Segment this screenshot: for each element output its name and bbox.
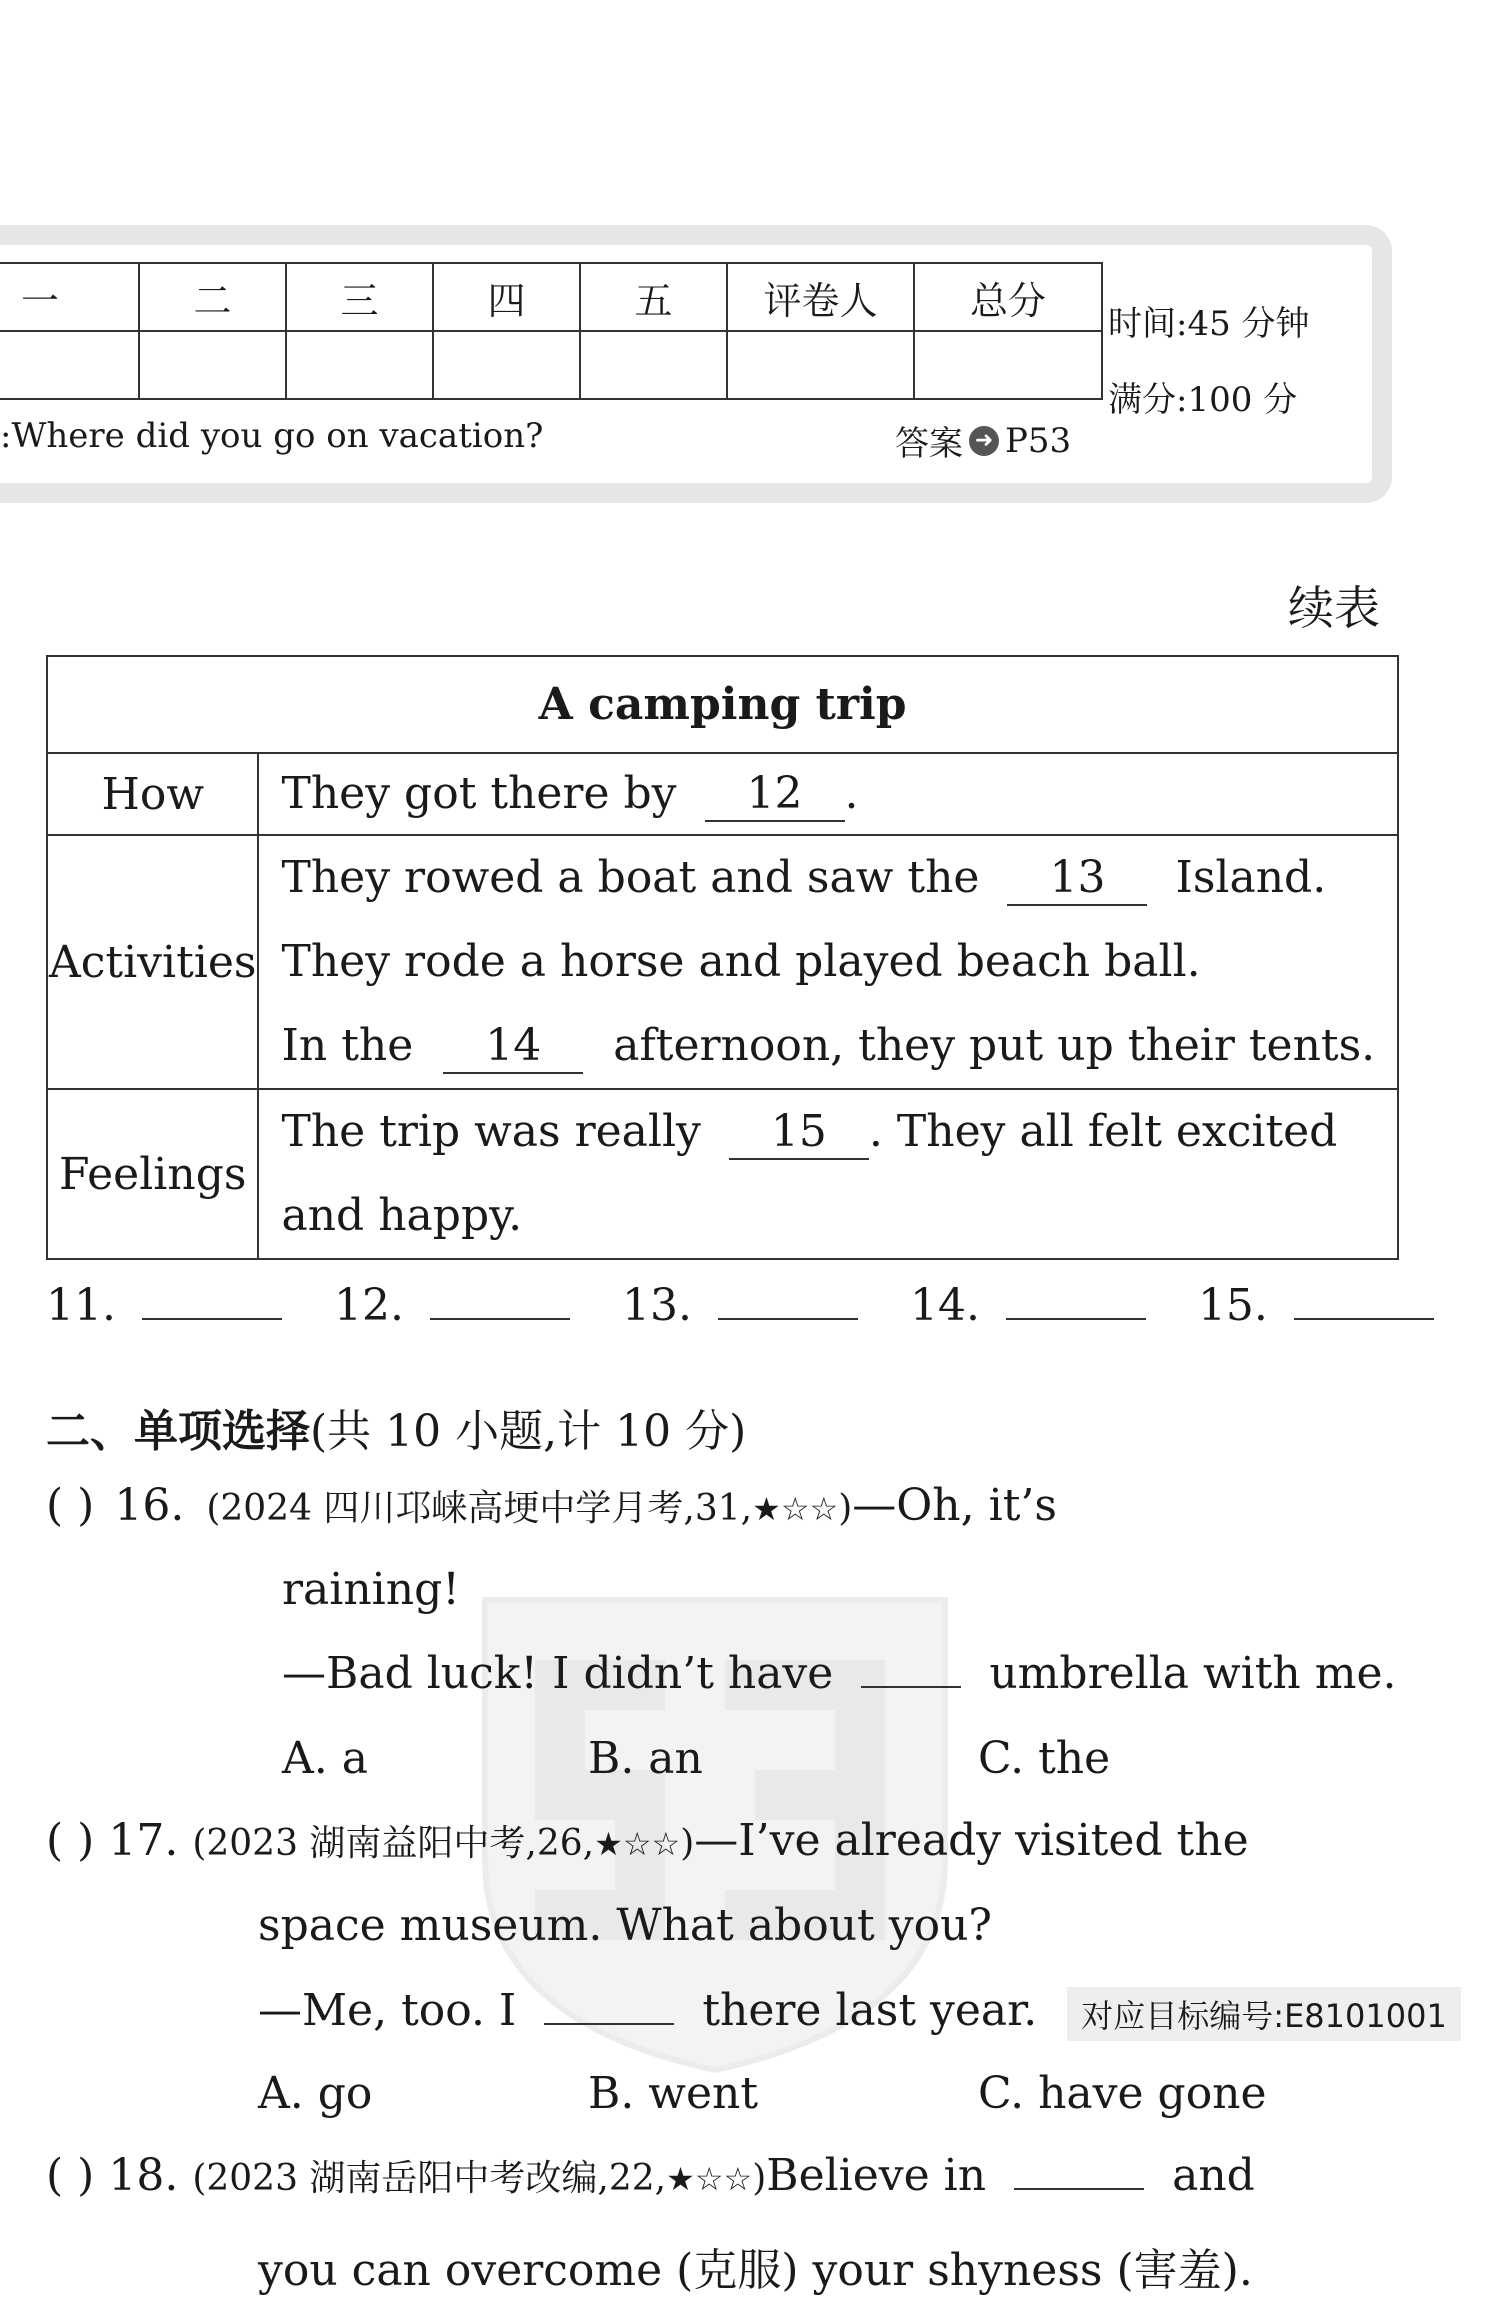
answer-number: 12. [333,1280,404,1331]
score-col-1: 一 [0,263,139,331]
score-cell[interactable] [286,331,433,399]
score-cell[interactable] [139,331,286,399]
answer-paren-16[interactable]: ( ) [46,1480,95,1531]
feelings-line-2: and happy. [281,1190,523,1241]
score-col-4: 四 [433,263,580,331]
blank-15[interactable]: 15 [729,1110,869,1160]
answer-blanks-row [46,1280,1486,1331]
answer-number: 14. [909,1280,980,1331]
table-title: A camping trip [47,656,1398,753]
score-cell[interactable] [727,331,914,399]
answer-number: 11. [46,1280,116,1331]
answer-number: 13. [621,1280,692,1331]
question-source: (2024 四川邛崃高埂中学月考,31, [206,1488,753,1529]
question-18-blank[interactable] [1014,2186,1144,2190]
feelings-end: . They all felt excited [868,1106,1338,1157]
difficulty-stars: ★☆☆ [594,1825,681,1863]
target-code-tag: 对应目标编号:E8101001 [1067,1987,1461,2041]
stem-text: umbrella with me. [989,1648,1397,1699]
answer-blank-15[interactable] [1294,1316,1434,1320]
option-16-b[interactable]: B. an [588,1733,703,1784]
activity-1-end: Island. [1175,852,1327,903]
score-col-3: 三 [286,263,433,331]
question-17-header [46,1815,1249,1866]
difficulty-stars: ★☆☆ [752,1490,839,1528]
option-17-a[interactable]: A. go [258,2068,373,2119]
stem-text: —Bad luck! I didn’t have [282,1648,834,1699]
time-limit: 时间:45 分钟 [1108,304,1310,344]
score-cell[interactable] [0,331,139,399]
score-cell[interactable] [433,331,580,399]
arrow-right-icon: ➜ [969,426,999,456]
answer-blank-12[interactable] [430,1316,570,1320]
question-source: (2023 湖南益阳中考,26, [192,1823,595,1864]
continued-label: 续表 [1288,581,1380,635]
answer-paren-17[interactable]: ( ) [46,1815,95,1866]
question-stem: Believe in [766,2150,987,2201]
question-stem: —I’ve already visited the [694,1815,1249,1866]
blank-14[interactable]: 14 [443,1024,583,1074]
answer-blank-11[interactable] [142,1316,282,1320]
row-content-activities [258,835,1398,1089]
score-table [0,262,1103,400]
section-note: (共 10 小题,计 10 分) [310,1406,747,1457]
blank-13[interactable]: 13 [1007,856,1147,906]
option-17-c[interactable]: C. have gone [978,2068,1267,2119]
activity-3-end: afternoon, they put up their tents. [613,1020,1376,1071]
section-heading [46,1395,746,1459]
question-17-line-3 [258,1985,1461,2041]
question-17-blank[interactable] [544,2021,674,2025]
option-16-c[interactable]: C. the [978,1733,1111,1784]
score-col-5: 五 [580,263,727,331]
question-16-line-2: raining! [282,1564,460,1615]
score-cell[interactable] [914,331,1102,399]
question-16-header [46,1480,1057,1531]
answer-paren-18[interactable]: ( ) [46,2150,95,2201]
question-number: 18. [108,2150,179,2201]
row-label-activities: Activities [47,835,258,1089]
score-col-grader: 评卷人 [727,263,914,331]
stem-text: —Me, too. I [258,1985,517,2036]
difficulty-stars: ★☆☆ [666,2160,753,2198]
how-text: They got there by [281,768,677,819]
stem-text: there last year. [702,1985,1038,2036]
question-16-blank[interactable] [861,1684,961,1688]
unit-title: :Where did you go on vacation? [0,416,544,456]
answer-number: 15. [1197,1280,1268,1331]
option-17-b[interactable]: B. went [588,2068,759,2119]
answer-blank-13[interactable] [718,1316,858,1320]
source-close: ) [680,1823,695,1864]
question-18-line-2: you can overcome (克服) your shyness (害羞). [258,2245,1253,2296]
activity-3-text: In the [281,1020,414,1071]
score-col-2: 二 [139,263,286,331]
how-period: . [844,768,859,819]
row-content-how [258,753,1398,835]
option-16-a[interactable]: A. a [282,1733,368,1784]
question-number: 16. [114,1480,185,1531]
activity-2: They rode a horse and played beach ball. [281,936,1201,987]
score-col-total: 总分 [914,263,1102,331]
row-label-how: How [47,753,258,835]
section-title: 二、单项选择 [46,1406,310,1457]
row-content-feelings [258,1089,1398,1259]
score-cell[interactable] [580,331,727,399]
source-close: ) [752,2158,767,2199]
question-stem: —Oh, it’s [852,1480,1057,1531]
feelings-text: The trip was really [281,1106,701,1157]
full-score: 满分:100 分 [1108,380,1298,420]
answer-page: P53 [1005,420,1072,461]
answer-reference [895,416,1071,465]
camping-trip-table [46,655,1399,1260]
source-close: ) [838,1488,853,1529]
question-18-header [46,2150,1255,2201]
question-17-line-2: space museum. What about you? [258,1900,992,1951]
question-16-line-3 [282,1648,1397,1699]
answer-label: 答案 [895,424,963,464]
row-label-feelings: Feelings [47,1089,258,1259]
activity-1-text: They rowed a boat and saw the [281,852,980,903]
question-stem-end: and [1172,2150,1255,2201]
answer-blank-14[interactable] [1006,1316,1146,1320]
blank-12[interactable]: 12 [705,772,845,822]
question-source: (2023 湖南岳阳中考改编,22, [192,2158,667,2199]
question-number: 17. [108,1815,179,1866]
